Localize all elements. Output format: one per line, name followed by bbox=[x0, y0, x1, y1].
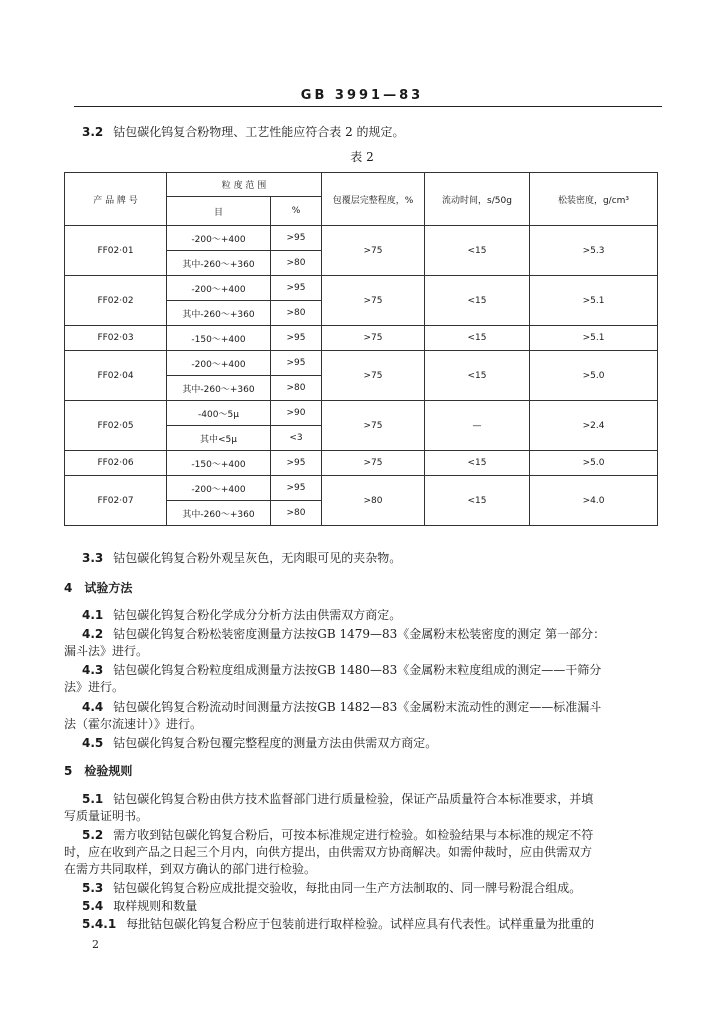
percent-cell: >80 bbox=[271, 301, 322, 326]
coating-cell: >75 bbox=[322, 326, 425, 351]
mesh-cell: -200～+400 bbox=[167, 226, 271, 251]
section-number: 4 bbox=[64, 581, 73, 595]
product-cell: FF02·01 bbox=[65, 226, 167, 276]
section-title: 检验规则 bbox=[84, 764, 133, 778]
clause-4-2 bbox=[82, 626, 605, 642]
product-cell: FF02·04 bbox=[65, 351, 167, 401]
section-5-heading bbox=[64, 763, 132, 779]
clause-text: 钴包碳化钨复合粉粒度组成测量方法按GB 1480—83《金属粉末粒度组成的测定——干筛分 bbox=[113, 663, 602, 677]
clause-number: 5.1 bbox=[82, 792, 104, 806]
density-cell: >5.0 bbox=[530, 451, 658, 476]
table-row bbox=[65, 276, 658, 301]
clause-5-4 bbox=[82, 898, 197, 914]
percent-cell: >95 bbox=[271, 276, 322, 301]
properties-table bbox=[64, 172, 658, 526]
flow-cell: <15 bbox=[425, 326, 530, 351]
col-header-percent: % bbox=[271, 197, 322, 226]
table-row bbox=[65, 451, 658, 476]
header-rule bbox=[74, 106, 662, 107]
col-header-density: 松装密度，g/cm³ bbox=[530, 173, 658, 226]
clause-number: 4.4 bbox=[82, 700, 104, 714]
product-cell: FF02·05 bbox=[65, 401, 167, 451]
product-cell: FF02·07 bbox=[65, 476, 167, 526]
flow-cell: <15 bbox=[425, 226, 530, 276]
flow-cell: <15 bbox=[425, 451, 530, 476]
percent-cell: <3 bbox=[271, 426, 322, 451]
section-4-heading bbox=[64, 580, 132, 596]
page-header: GB 3991—83 bbox=[300, 88, 424, 103]
density-cell: >2.4 bbox=[530, 401, 658, 451]
clause-5-1 bbox=[82, 791, 593, 807]
mesh-cell: -200～+400 bbox=[167, 276, 271, 301]
mesh-cell: 其中<5μ bbox=[167, 426, 271, 451]
clause-text: 钴包碳化钨复合粉外观呈灰色，无肉眼可见的夹杂物。 bbox=[113, 551, 402, 565]
percent-cell: >80 bbox=[271, 251, 322, 276]
clause-text: 钴包碳化钨复合粉包覆完整程度的测量方法由供需双方商定。 bbox=[113, 736, 438, 750]
clause-text: 每批钴包碳化钨复合粉应于包装前进行取样检验。试样应具有代表性。试样重量为批重的 bbox=[126, 917, 595, 931]
mesh-cell: -200～+400 bbox=[167, 351, 271, 376]
mesh-cell: 其中-260～+360 bbox=[167, 376, 271, 401]
mesh-cell: -150～+400 bbox=[167, 451, 271, 476]
mesh-cell: 其中-260～+360 bbox=[167, 501, 271, 526]
clause-number: 5.3 bbox=[82, 881, 104, 895]
flow-cell: — bbox=[425, 401, 530, 451]
clause-number: 3.2 bbox=[82, 125, 104, 139]
density-cell: >5.1 bbox=[530, 326, 658, 351]
clause-3-2 bbox=[82, 124, 405, 140]
percent-cell: >95 bbox=[271, 476, 322, 501]
clause-number: 5.4 bbox=[82, 899, 104, 913]
mesh-cell: 其中-260～+360 bbox=[167, 301, 271, 326]
table-row bbox=[65, 226, 658, 251]
percent-cell: >95 bbox=[271, 451, 322, 476]
coating-cell: >80 bbox=[322, 476, 425, 526]
product-cell: FF02·02 bbox=[65, 276, 167, 326]
table-row bbox=[65, 326, 658, 351]
percent-cell: >90 bbox=[271, 401, 322, 426]
table-caption: 表 2 bbox=[350, 150, 374, 164]
coating-cell: >75 bbox=[322, 226, 425, 276]
flow-cell: <15 bbox=[425, 351, 530, 401]
clause-number: 5.4.1 bbox=[82, 917, 117, 931]
clause-text: 取样规则和数量 bbox=[113, 899, 198, 913]
product-cell: FF02·03 bbox=[65, 326, 167, 351]
clause-5-2-cont: 在需方共同取样，到双方确认的部门进行检验。 bbox=[64, 862, 317, 876]
clause-text: 钴包碳化钨复合粉由供方技术监督部门进行质量检验，保证产品质量符合本标准要求，并填 bbox=[113, 792, 594, 806]
percent-cell: >80 bbox=[271, 501, 322, 526]
col-header-product: 产 品 牌 号 bbox=[65, 173, 167, 226]
density-cell: >4.0 bbox=[530, 476, 658, 526]
clause-text: 钴包碳化钨复合粉化学成分分析方法由供需双方商定。 bbox=[113, 608, 402, 622]
clause-5-2-cont: 时，应在收到产品之日起三个月内，向供方提出，由供需双方协商解决。如需仲裁时，应由供需双方 bbox=[64, 845, 593, 859]
percent-cell: >95 bbox=[271, 326, 322, 351]
clause-5-2 bbox=[82, 827, 593, 843]
density-cell: >5.3 bbox=[530, 226, 658, 276]
clause-5-3 bbox=[82, 880, 581, 896]
clause-text: 钴包碳化钨复合粉物理、工艺性能应符合表 2 的规定。 bbox=[113, 125, 405, 139]
mesh-cell: -150～+400 bbox=[167, 326, 271, 351]
clause-number: 4.2 bbox=[82, 627, 104, 641]
clause-text: 需方收到钴包碳化钨复合粉后，可按本标准规定进行检验。如检验结果与本标准的规定不符 bbox=[113, 828, 594, 842]
clause-5-4-1 bbox=[82, 916, 594, 932]
table-row bbox=[65, 351, 658, 376]
coating-cell: >75 bbox=[322, 351, 425, 401]
clause-4-1 bbox=[82, 607, 401, 623]
mesh-cell: -400～5μ bbox=[167, 401, 271, 426]
percent-cell: >95 bbox=[271, 226, 322, 251]
product-cell: FF02·06 bbox=[65, 451, 167, 476]
percent-cell: >95 bbox=[271, 351, 322, 376]
col-header-coating: 包覆层完整程度，% bbox=[322, 173, 425, 226]
col-header-size-range: 粒 度 范 围 bbox=[167, 173, 322, 197]
clause-number: 4.5 bbox=[82, 736, 104, 750]
section-number: 5 bbox=[64, 764, 73, 778]
clause-3-3 bbox=[82, 550, 401, 566]
density-cell: >5.0 bbox=[530, 351, 658, 401]
table-row bbox=[65, 401, 658, 426]
clause-number: 3.3 bbox=[82, 551, 104, 565]
coating-cell: >75 bbox=[322, 451, 425, 476]
clause-4-2-cont: 漏斗法》进行。 bbox=[64, 644, 149, 658]
clause-4-4-cont: 法（霍尔流速计）》进行。 bbox=[64, 717, 203, 731]
clause-5-1-cont: 写质量证明书。 bbox=[64, 809, 149, 823]
flow-cell: <15 bbox=[425, 276, 530, 326]
percent-cell: >80 bbox=[271, 376, 322, 401]
table-row bbox=[65, 476, 658, 501]
clause-text: 钴包碳化钨复合粉松装密度测量方法按GB 1479—83《金属粉末松装密度的测定 第一部分： bbox=[113, 627, 606, 641]
mesh-cell: 其中-260～+360 bbox=[167, 251, 271, 276]
clause-text: 钴包碳化钨复合粉流动时间测量方法按GB 1482—83《金属粉末流动性的测定——标准漏斗 bbox=[113, 700, 602, 714]
clause-4-3 bbox=[82, 662, 601, 678]
clause-4-4 bbox=[82, 699, 601, 715]
page-number: 2 bbox=[92, 938, 99, 951]
clause-4-5 bbox=[82, 735, 437, 751]
density-cell: >5.1 bbox=[530, 276, 658, 326]
col-header-mesh: 目 bbox=[167, 197, 271, 226]
clause-number: 5.2 bbox=[82, 828, 104, 842]
mesh-cell: -200～+400 bbox=[167, 476, 271, 501]
clause-number: 4.3 bbox=[82, 663, 104, 677]
flow-cell: <15 bbox=[425, 476, 530, 526]
section-title: 试验方法 bbox=[84, 581, 133, 595]
col-header-flow: 流动时间，s/50g bbox=[425, 173, 530, 226]
clause-text: 钴包碳化钨复合粉应成批提交验收，每批由同一生产方法制取的、同一牌号粉混合组成。 bbox=[113, 881, 582, 895]
clause-number: 4.1 bbox=[82, 608, 104, 622]
coating-cell: >75 bbox=[322, 401, 425, 451]
clause-4-3-cont: 法》进行。 bbox=[64, 680, 125, 694]
coating-cell: >75 bbox=[322, 276, 425, 326]
